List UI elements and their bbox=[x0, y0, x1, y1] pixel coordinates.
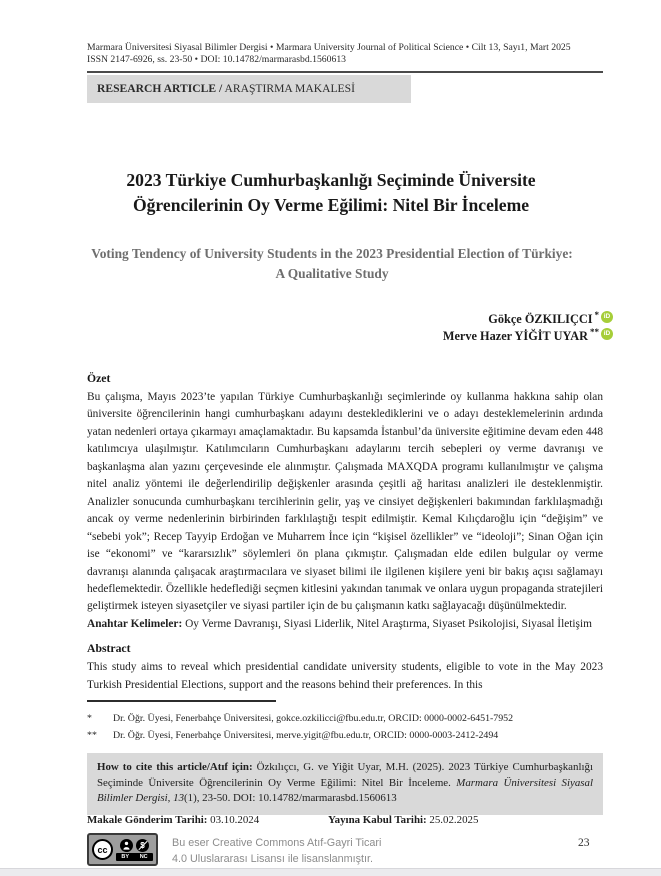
footnotes-section bbox=[87, 700, 603, 745]
cc-noncommercial-dollar-icon bbox=[136, 839, 149, 852]
orcid-icon[interactable]: iD bbox=[601, 328, 613, 340]
abstract-section bbox=[87, 372, 603, 694]
author-1-footnote-marker: * bbox=[594, 310, 599, 320]
acceptance-date bbox=[328, 814, 478, 826]
cc-attribution-person-icon bbox=[120, 839, 133, 852]
submission-date-value: 03.10.2024 bbox=[207, 814, 260, 826]
abstract-body: This study aims to reveal which presidential candidate university students, eligible to vote in the May 2023 Turkish Presidential Elections, support and the reasons behind their preferences. In this bbox=[87, 661, 603, 691]
cc-badge-right bbox=[116, 839, 153, 861]
license-statement bbox=[172, 835, 472, 867]
footnote-2 bbox=[87, 727, 603, 745]
page-number: 23 bbox=[578, 836, 590, 849]
acceptance-date-label: Yayına Kabul Tarihi: bbox=[328, 814, 427, 826]
author-2-footnote-marker: ** bbox=[590, 327, 599, 337]
header-divider-rule bbox=[87, 71, 603, 73]
article-title-turkish: 2023 Türkiye Cumhurbaşkanlığı Seçiminde Üniversite Öğrencilerinin Oy Verme Eğilimi: Nitel Bir İnceleme bbox=[126, 170, 536, 215]
footnote-divider-rule bbox=[87, 700, 276, 702]
creative-commons-icon: cc bbox=[92, 839, 113, 860]
author-list bbox=[443, 311, 613, 345]
citation-label: How to cite this article/Atıf için: bbox=[97, 761, 253, 773]
cc-badge-strip bbox=[116, 853, 153, 861]
submission-date bbox=[87, 814, 328, 826]
keywords-label: Anahtar Kelimeler: bbox=[87, 617, 183, 630]
license-statement-line2: 4.0 Uluslararası Lisansı ile lisanslanmıştır. bbox=[172, 853, 374, 865]
journal-header bbox=[87, 42, 603, 65]
cc-icon-row bbox=[120, 839, 149, 852]
citation-journal-name: Marmara Üniversitesi Siyasal Bilimler Dergisi, 13 bbox=[97, 776, 593, 805]
footnote-2-marker: ** bbox=[87, 730, 97, 741]
footnote-1-marker: * bbox=[87, 712, 92, 724]
orcid-icon[interactable]: iD bbox=[601, 311, 613, 323]
article-type-english: RESEARCH ARTICLE / bbox=[97, 82, 223, 95]
footnote-1-text: Dr. Öğr. Üyesi, Fenerbahçe Üniversitesi, gokce.ozkilicci@fbu.edu.tr, ORCID: 0000-0002-6451-7952 bbox=[113, 712, 514, 724]
license-statement-line1: Bu eser Creative Commons Atıf-Gayri Ticari bbox=[172, 837, 382, 849]
cc-by-label: BY bbox=[121, 853, 129, 860]
cc-nc-label: NC bbox=[139, 853, 148, 860]
author-2-name: Merve Hazer YİĞİT UYAR bbox=[442, 329, 588, 343]
cc-by-nc-license-badge[interactable] bbox=[87, 833, 158, 866]
footnote-2-text: Dr. Öğr. Üyesi, Fenerbahçe Üniversitesi, merve.yigit@fbu.edu.tr, ORCID: 0000-0003-2412-2494 bbox=[113, 730, 499, 741]
article-dates bbox=[87, 814, 603, 826]
citation-text-after-journal: (1), 23-50. DOI: 10.14782/marmarasbd.1560613 bbox=[184, 792, 397, 805]
submission-date-label: Makale Gönderim Tarihi: bbox=[87, 814, 208, 826]
journal-header-line2: ISSN 2147-6926, ss. 23-50 • DOI: 10.14782/marmarasbd.1560613 bbox=[87, 53, 347, 65]
article-type-turkish: ARAŞTIRMA MAKALESİ bbox=[222, 82, 355, 95]
author-1 bbox=[443, 311, 613, 328]
author-2 bbox=[443, 328, 613, 345]
author-1-name: Gökçe ÖZKILIÇCI bbox=[488, 312, 593, 326]
article-title-english: Voting Tendency of University Students in the 2023 Presidential Election of Türkiye: A Qualitative Study bbox=[91, 246, 573, 281]
keywords-line bbox=[87, 616, 603, 633]
keywords-text: Oy Verme Davranışı, Siyasi Liderlik, Nitel Araştırma, Siyaset Psikolojisi, Siyasal İletişim bbox=[182, 617, 592, 630]
ozet-heading: Özet bbox=[87, 372, 111, 385]
footnote-1 bbox=[87, 710, 603, 728]
ozet-body: Bu çalışma, Mayıs 2023’te yapılan Türkiye Cumhurbaşkanlığı seçimlerinde oy kullanma hakkına sahip olan üniversite öğrencilerinin hangi cumhurbaşkanı adayını desteklediklerini ve o adayı desteklemelerinin ardında yatan nedenleri ortaya çıkarmayı amaçlamaktadır. Bu kapsamda İstanbul’da üniversite eğitimine devam eden 448 katılımcıya ulaşılmıştır. Katılımcıların Cumhurbaşkanı adaylarını tercih sebepleri oy verme davranışı ve başkanlaşma alan yazını çerçevesinde ele alınmıştır. Çalışmada MAXQDA programı kullanılmıştır ve çalışma nitel analiz yöntemi ile değerlendirilip değişkenler arasında çeşitli ağ haritası analizleri ile desteklenmiştir. Analizler sonucunda cumhurbaşkanı tercihlerinin gelir, yaş ve cinsiyet değişkenleri bakımından farklılaşmadığı ancak oy verme nedenlerinin birbirinden farklılaştığı tespit edilmiştir. Kemal Kılıçdaroğlu için “değişim” ve “sebebi yok”; Recep Tayyip Erdoğan ve Muharrem İnce için “kişisel özellikler” ve “ideoloji”; Sinan Oğan için ise “ekonomi” ve “kararsızlık” söylemleri ön plana çıkmıştır. Çalışmadan elde edilen bulgular oy verme davranışı alanında çalışacak araştırmacılara ve siyaset bilimi ile ilgilenen kişilere yeni bir bakış açısı sağlamayı hedeflemektedir. Özellikle hedeflediği seçmen kitlesini yakından tanımak ve onlara uygun propaganda stratejileri geliştirmek isteyen siyasetçiler ve siyasi partiler için de bu çalışmanın katkı sağlayacağı düşünülmektedir. bbox=[87, 391, 603, 613]
abstract-heading: Abstract bbox=[87, 642, 131, 656]
journal-header-line1: Marmara Üniversitesi Siyasal Bilimler Dergisi • Marmara University Journal of Political Science • Cilt 13, Sayı1, Mart 2025 bbox=[87, 42, 571, 53]
article-type-banner bbox=[87, 75, 411, 103]
citation-text-before-journal: Özkılıçcı, G. ve Yiğit Uyar, M.H. (2025). 2023 Türkiye Cumhurbaşkanlığı Seçiminde Üniversite Öğrencilerinin Oy Verme Eğilimi: Nitel Bir İnceleme. bbox=[97, 761, 593, 789]
viewer-bottom-edge bbox=[0, 868, 661, 876]
citation-box bbox=[87, 753, 603, 815]
acceptance-date-value: 25.02.2025 bbox=[426, 814, 479, 826]
